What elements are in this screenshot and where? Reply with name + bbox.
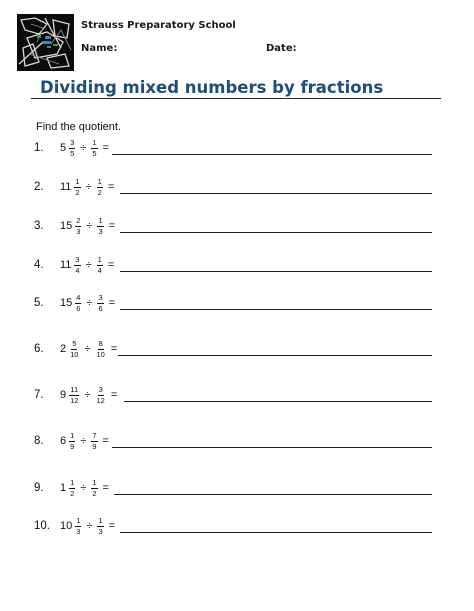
denominator: 9 [92,441,97,451]
equals-sign: = [108,296,116,309]
equals-sign: = [102,481,109,494]
equals-sign: = [110,388,118,401]
denominator: 3 [98,526,103,536]
school-name: Strauss Preparatory School [81,20,236,31]
denominator: 5 [70,148,75,158]
numerator: 5 [72,339,77,348]
numerator: 3 [75,255,80,264]
answer-line[interactable] [112,154,432,155]
problem-expression [60,479,113,497]
denominator: 4 [97,265,102,275]
denominator: 12 [70,395,79,405]
whole-number: 6 [60,434,67,447]
fraction-2 [91,139,97,157]
problem-10 [34,516,434,549]
denominator: 2 [97,187,102,197]
numerator: 1 [92,138,97,147]
divide-sign: ÷ [80,141,87,154]
problem-4 [34,255,434,288]
equals-sign: = [107,180,115,193]
whole-number: 10 [60,519,73,532]
answer-line[interactable] [120,309,432,310]
problem-expression [60,517,119,535]
fraction-1 [69,340,79,358]
problem-expression [60,178,118,196]
fraction-1 [74,178,80,196]
whole-number: 11 [60,180,72,193]
equals-sign: = [107,258,115,271]
numerator: 1 [76,516,81,525]
numerator: 1 [98,516,103,525]
numerator: 1 [70,478,75,487]
answer-line[interactable] [114,494,432,495]
divide-sign: ÷ [80,434,87,447]
fraction-1 [75,217,81,235]
problem-number: 10. [34,520,50,532]
whole-number: 15 [60,219,73,232]
name-label: Name: [81,43,118,54]
denominator: 3 [76,226,81,236]
divide-sign: ÷ [80,481,87,494]
problem-7 [34,385,434,418]
answer-line[interactable] [112,447,432,448]
problem-2 [34,177,434,210]
fraction-1 [75,517,81,535]
denominator: 6 [98,303,103,313]
school-logo [17,14,74,71]
denominator: 2 [75,187,80,197]
denominator: 4 [75,265,80,275]
problem-3 [34,216,434,249]
numerator: 1 [92,478,97,487]
fraction-2 [91,432,97,450]
answer-line[interactable] [118,355,432,356]
numerator: 1 [70,431,75,440]
whole-number: 1 [60,481,67,494]
numerator: 1 [75,177,80,186]
answer-line[interactable] [120,232,432,233]
fraction-2 [91,479,97,497]
problem-expression [60,340,121,358]
numerator: 7 [92,431,97,440]
fraction-2 [97,178,103,196]
divide-sign: ÷ [86,296,93,309]
divide-sign: ÷ [86,219,93,232]
numerator: 2 [76,216,81,225]
equals-sign: = [108,219,116,232]
denominator: 5 [92,148,97,158]
fraction-2 [97,256,103,274]
problem-number: 9. [34,482,44,494]
fraction-1 [69,139,75,157]
numerator: 3 [98,385,103,394]
denominator: 10 [96,349,105,359]
problem-expression [60,294,119,312]
fraction-1 [74,256,80,274]
problem-expression [60,217,119,235]
divide-sign: ÷ [84,388,91,401]
denominator: 2 [92,488,97,498]
numerator: 1 [97,255,102,264]
fraction-1 [69,432,75,450]
fraction-2 [97,517,103,535]
worksheet-title: Dividing mixed numbers by fractions [40,78,384,97]
numerator: 11 [70,385,79,394]
denominator: 3 [76,526,81,536]
divide-sign: ÷ [85,180,92,193]
equals-sign: = [102,141,109,154]
problem-number: 2. [34,181,44,193]
problem-expression [60,386,121,404]
divide-sign: ÷ [86,519,93,532]
fraction-2 [96,386,106,404]
numerator: 3 [70,138,75,147]
fraction-1 [69,386,79,404]
problem-expression [60,256,118,274]
problem-8 [34,431,434,464]
instructions: Find the quotient. [36,121,122,133]
date-label: Date: [266,43,297,54]
equals-sign: = [102,434,109,447]
problem-9 [34,478,434,511]
denominator: 12 [96,395,105,405]
problem-number: 7. [34,389,44,401]
problem-number: 8. [34,435,44,447]
problem-6 [34,339,434,372]
problem-number: 3. [34,220,44,232]
denominator: 9 [70,441,75,451]
problem-number: 4. [34,259,44,271]
numerator: 1 [97,177,102,186]
problem-number: 1. [34,142,44,154]
numerator: 3 [98,293,103,302]
fraction-1 [75,294,81,312]
problem-1 [34,138,434,171]
answer-line[interactable] [124,401,432,402]
numerator: 4 [76,293,81,302]
equals-sign: = [108,519,116,532]
whole-number: 15 [60,296,73,309]
denominator: 2 [70,488,75,498]
numerator: 8 [98,339,103,348]
denominator: 10 [70,349,79,359]
whole-number: 9 [60,388,67,401]
problem-number: 5. [34,297,44,309]
fraction-2 [96,340,106,358]
problem-expression [60,432,113,450]
fraction-1 [69,479,75,497]
problem-5 [34,293,434,326]
numerator: 1 [98,216,103,225]
divide-sign: ÷ [84,342,91,355]
problem-expression [60,139,113,157]
whole-number: 2 [60,342,67,355]
answer-line[interactable] [120,193,432,194]
answer-line[interactable] [120,271,432,272]
whole-number: 5 [60,141,67,154]
fraction-2 [97,217,103,235]
denominator: 6 [76,303,81,313]
divide-sign: ÷ [85,258,92,271]
equals-sign: = [110,342,118,355]
denominator: 3 [98,226,103,236]
whole-number: 11 [60,258,72,271]
fraction-2 [97,294,103,312]
problem-number: 6. [34,343,44,355]
title-underline [31,98,441,99]
answer-line[interactable] [120,532,432,533]
